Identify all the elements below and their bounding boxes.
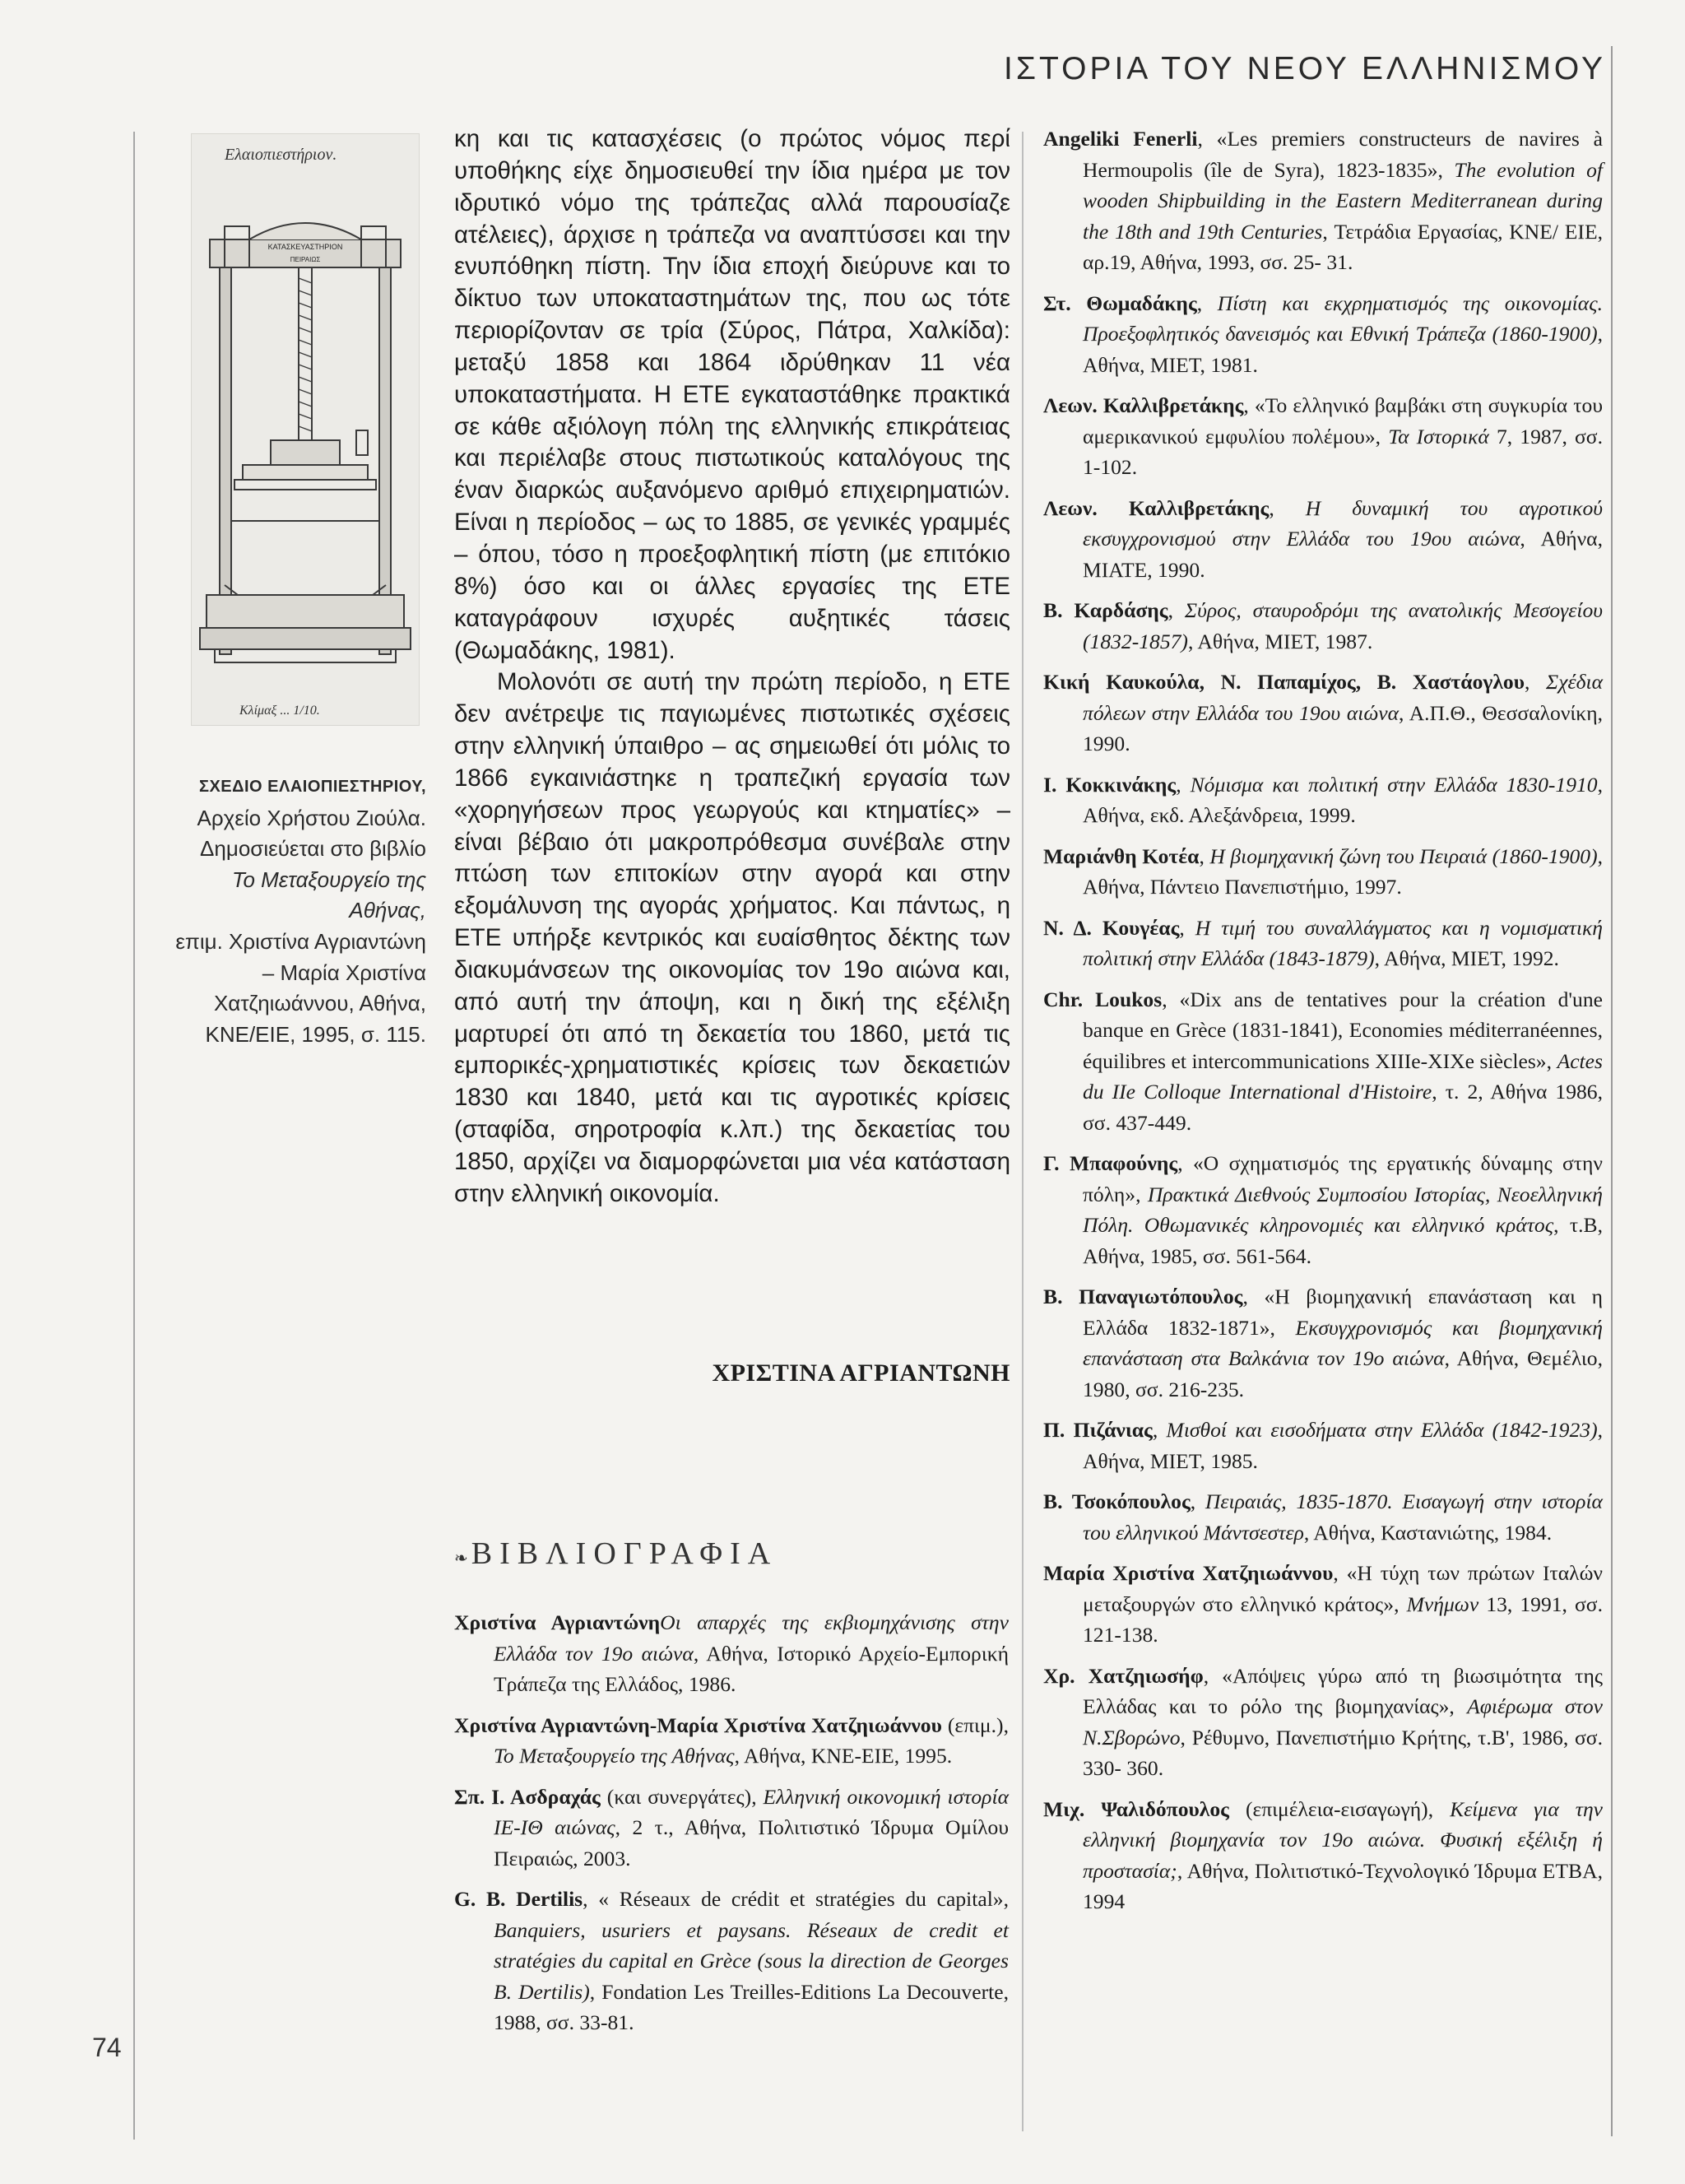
bibliography-author: Στ. Θωμαδάκης [1043, 290, 1197, 315]
bibliography-detail: (και συνεργάτες), [600, 1784, 764, 1809]
bibliography-detail: , Ρέθυμνο, Πανεπιστήμιο Κρήτης, τ.Β', 1986, σσ. 330- 360. [1083, 1725, 1603, 1780]
bibliography-title: Οι απαρχές της εκβιομηχάνισης στην Ελλάδα τον 19ο αιώνα [494, 1610, 1009, 1666]
bibliography-entry [1043, 595, 1603, 657]
bibliography-detail: , Αθήνα, ΜΙΕΤ, 1992. [1374, 946, 1559, 970]
bibliography-author: Λεων. Καλλιβρετάκης [1043, 393, 1244, 417]
bibliography-title: Αφιέρωμα στον Ν.Σβορώνο [1083, 1694, 1603, 1750]
bibliography-title: Το Μεταξουργείο της Αθήνας [494, 1744, 735, 1768]
maker-plate-text: ΚΑΤΑΣΚΕΥΑΣΤΗΡΙΟΝ [267, 243, 343, 251]
bibliography-detail: , τ.Β, Αθήνα, 1985, σσ. 561-564. [1083, 1213, 1603, 1268]
caption-book-title: Το Μεταξουργείο της Αθήνας, [231, 867, 426, 923]
bibliography-author: Κική Καυκούλα, Ν. Παπαμίχος, Β. Χαστάογλου [1043, 670, 1525, 694]
right-margin-rule [1611, 46, 1613, 2136]
figure-caption [165, 772, 426, 1050]
bibliography-detail: , [1190, 1489, 1205, 1513]
bibliography-title: Σχέδια πόλεων στην Ελλάδα του 19ου αιώνα [1083, 670, 1604, 725]
bibliography-title: Πίστη και εκχρηματισμός της οικονομίας. Προεξοφλητικός δανεισμός και Εθνική Τράπεζα (1860-1900) [1083, 290, 1604, 346]
bibliography-detail: , Fondation Les Treilles-Editions La Decouverte, 1988, σσ. 33-81. [494, 1979, 1009, 2034]
bibliography-detail: , Αθήνα, Πάντειο Πανεπιστήμιο, 1997. [1083, 843, 1604, 899]
caption-line: επιμ. Χριστίνα Αγριαντώνη – Μαρία Χριστίνα Χατζηιωάννου, Αθήνα, ΚΝΕ/ΕΙΕ, 1995, σ. 115. [175, 928, 426, 1047]
bibliography-detail: , [1176, 772, 1191, 797]
bibliography-detail: , Αθήνα, ΜΙΕΤ, 1985. [1083, 1418, 1603, 1473]
article-paragraph: κη και τις κατασχέσεις (ο πρώτος νόμος περί υποθήκης είχε δημοσιευθεί την ίδια ημέρα με τον ιδρυτικό νόμο της τράπεζας αλλά παρουσίαζε ατέλειες), άρχισε η τράπεζα να αναπτύσσει και την ενυπόθηκη πίστη. Την ίδια εποχή διεύρυνε και το δίκτυο των υποκαταστημάτων της, που ως τότε περιορίζονταν σε τρία (Σύρος, Πάτρα, Χαλκίδα): μεταξύ 1858 και 1864 ιδρύθηκαν 11 νέα υποκαταστήματα. Η ΕΤΕ εγκαταστάθηκε πρακτικά σε κάθε αξιόλογη πόλη της ελληνικής επικράτειας και περιέλαβε στους πιστωτικούς καταλόγους της έναν διαρκώς αυξανόμενο αριθμό επιχειρηματιών. Είναι η περίοδος – ως το 1885, σε γενικές γραμμές – όπου, τόσο η προεξοφλητική πίστη (με επιτόκιο 8%) όσο και οι άλλες εργασίες της ΕΤΕ καταγράφουν ισχυρές αυξητικές τάσεις (Θωμαδάκης, 1981). [454, 125, 1010, 664]
bibliography-detail: , «Η βιομηχανική επανάσταση και η Ελλάδα 1832-1871», [1083, 1285, 1603, 1340]
maker-plate-city: ΠΕΙΡΑΙΩΣ [290, 256, 321, 263]
bibliography-entry [1043, 1558, 1603, 1651]
bibliography-entry [1043, 1415, 1603, 1476]
bibliography-detail: , Αθήνα, Πολιτιστικό-Τεχνολογικό Ίδρυμα ΕΤΒΑ, 1994 [1083, 1858, 1603, 1913]
bibliography-column-1 [454, 1607, 1009, 2048]
bibliography-entry [1043, 1486, 1603, 1548]
bibliography-author: Μιχ. Ψαλιδόπουλος [1043, 1796, 1229, 1821]
caption-line: Δημοσιεύεται στο βιβλίο [200, 836, 426, 862]
bibliography-title: Σύρος, σταυροδρόμι της ανατολικής Μεσογείου (1832-1857) [1083, 598, 1603, 653]
bibliography-entry [1043, 123, 1603, 278]
bibliography-author: Μαρία Χριστίνα Χατζηιωάννου [1043, 1561, 1334, 1585]
bibliography-title: Πειραιάς, 1835-1870. Εισαγωγή στην ιστορία του ελληνικού Μάντσεστερ [1083, 1489, 1603, 1545]
bibliography-detail: , Αθήνα, Καστανιώτης, 1984. [1303, 1520, 1553, 1545]
figure-label: Ελαιοπιεστήριον. [225, 146, 337, 164]
bibliography-detail: , [1196, 290, 1218, 315]
bibliography-detail: , Αθήνα, ΜΙΕΤ, 1987. [1187, 629, 1373, 653]
bibliography-entry [1043, 841, 1603, 903]
article-paragraph: Μολονότι σε αυτή την πρώτη περίοδο, η ΕΤΕ δεν ανέτρεψε τις παγιωμένες πιστωτικές σχέσεις στην ελληνική ύπαιθρο – ας σημειωθεί ότι μόλις το 1866 εγκαινιάστηκε η τραπεζική εργασία των «χορηγήσεων προς γεωργούς και κτηματίες» – είναι βέβαιο ότι μακροπρόθεσμα συνέβαλε στην πτώση των επιτοκίων στην αγορά και στην εξομάλυνση της αγοράς χρήματος. Και πάντως, η ΕΤΕ υπήρξε κεντρικός και ευαίσθητος δέκτης των διακυμάνσεων της οικονομίας τον 19ο αιώνα και, από αυτή την άποψη, και η δική της εξέλιξη μαρτυρεί ότι από τη δεκαετία του 1860, μετά τις εμπορικές-χρηματιστικές κρίσεις των δεκαετιών 1830 και 1840, μετά και τις αγροτικές κρίσεις (σταφίδα, σηροτροφία κ.λπ.) της δεκαετίας του 1850, αρχίζει να διαμορφώνεται μια νέα κατάσταση στην ελληνική οικονομία. [454, 668, 1010, 1207]
bibliography-author: Β. Παναγιωτόπουλος [1043, 1285, 1243, 1308]
bibliography-detail: , Αθήνα, ΚΝΕ-ΕΙΕ, 1995. [734, 1744, 953, 1768]
bibliography-detail: , [1179, 915, 1195, 940]
bibliography-detail: , Αθήνα, Θεμέλιο, 1980, σσ. 216-235. [1083, 1346, 1603, 1401]
bibliography-detail: , τ. 2, Αθήνα 1986, σσ. 437-449. [1083, 1080, 1603, 1135]
bibliography-detail: , «Η τύχη των πρώτων Ιταλών μεταξουργών στο ελληνικό κράτος», [1083, 1561, 1603, 1616]
bibliography-detail: 7, 1987, σσ. 1-102. [1083, 424, 1604, 479]
bibliography-entry [1043, 913, 1603, 974]
bibliography-author: Angeliki Fenerli [1043, 127, 1198, 151]
bibliography-entry [454, 1607, 1009, 1700]
bibliography-author: Β. Καρδάσης [1043, 598, 1168, 622]
caption-line: Αρχείο Χρήστου Ζιούλα. [197, 805, 426, 830]
bibliography-entry [1043, 390, 1603, 483]
bibliography-detail: , [1525, 670, 1547, 694]
article-body [454, 123, 1010, 1210]
bibliography-title: Μισθοί και εισοδήματα στην Ελλάδα (1842-1923) [1166, 1418, 1598, 1442]
caption-title: ΣΧΕΔΙΟ ΕΛΑΙΟΠΙΕΣΤΗΡΙΟΥ, [198, 778, 426, 796]
bibliography-detail: , [1269, 495, 1306, 520]
bibliography-author: Χριστίνα Αγριαντώνη-Μαρία Χριστίνα Χατζηιωάννου [454, 1712, 942, 1737]
bibliography-title: Banquiers, usuriers et paysans. Réseaux de credit et stratégies du capital en Grèce (sous la direction de Georges B. Dertilis) [494, 1917, 1009, 2004]
bibliography-author: Π. Πιζάνιας [1043, 1418, 1153, 1442]
figure-scale-note: Κλίμαξ ... 1/10. [239, 704, 320, 718]
bibliography-author: Ι. Κοκκινάκης [1043, 772, 1177, 797]
bibliography-entry [1043, 1661, 1603, 1784]
bibliography-detail: (επιμέλεια-εισαγωγή), [1228, 1796, 1451, 1821]
bibliography-detail: , Αθήνα, εκδ. Αλεξάνδρεια, 1999. [1083, 772, 1603, 827]
column-divider [1022, 132, 1024, 2131]
bibliography-entry [1043, 667, 1603, 760]
bibliography-author: Ν. Δ. Κουγέας [1043, 915, 1180, 940]
bibliography-entry [454, 1782, 1009, 1875]
bibliography-title: Εκσυγχρονισμός και βιομηχανική επανάσταση στα Βαλκάνια τον 19ο αιώνα [1083, 1315, 1603, 1370]
bibliography-title: Πρακτικά Διεθνούς Συμποσίου Ιστορίας, Νεοελληνική Πόλη. Οθωμανικές κληρονομιές και ελληνικό κράτος [1083, 1182, 1603, 1237]
bibliography-title: Actes du IIe Colloque International d'Histoire [1083, 1048, 1603, 1104]
bibliography-entry [1043, 769, 1603, 831]
page-number: 74 [92, 2033, 122, 2062]
bibliography-author: Χρ. Χατζηιωσήφ [1043, 1663, 1204, 1688]
bibliography-detail: , [1199, 843, 1210, 868]
bibliography-detail: , 2 τ., Αθήνα, Πολιτιστικό Ίδρυμα Ομίλου Πειραιώς, 2003. [494, 1815, 1009, 1870]
bibliography-entry [1043, 1281, 1603, 1405]
bibliography-entry [1043, 288, 1603, 381]
bibliography-author: Γ. Μπαφούνης [1043, 1151, 1178, 1175]
olive-press-drawing [192, 134, 419, 725]
bibliography-title: Νόμισμα και πολιτική στην Ελλάδα 1830-1910 [1190, 772, 1598, 797]
bibliography-detail: , Αθήνα, Ιστορικό Αρχείο-Εμπορική Τράπεζα της Ελλάδος, 1986. [494, 1641, 1009, 1696]
bibliography-detail: , «Les premiers constructeurs de navires à Hermoupolis (île de Syra), 1823-1835», [1083, 127, 1603, 182]
bibliography-title: The evolution of wooden Shipbuilding in the Eastern Mediterranean during the 18th and 19th Centuries [1083, 157, 1603, 244]
olive-press-illustration [191, 133, 420, 726]
left-margin-rule [133, 132, 135, 2140]
bibliography-author: Σπ. Ι. Ασδραχάς [454, 1784, 601, 1809]
bibliography-title: Η βιομηχανική ζώνη του Πειραιά (1860-1900) [1209, 843, 1598, 868]
bibliography-detail: , Αθήνα, ΜΙΑΤΕ, 1990. [1083, 527, 1603, 582]
bibliography-author: Chr. Loukos [1043, 987, 1163, 1011]
fleuron-icon: ❧ [454, 1550, 468, 1568]
bibliography-entry [1043, 493, 1603, 586]
bibliography-detail: 13, 1991, σσ. 121-138. [1083, 1592, 1603, 1647]
bibliography-title: Μνήμων [1406, 1592, 1479, 1616]
bibliography-author: Β. Τσοκόπουλος [1043, 1489, 1191, 1513]
bibliography-entry [454, 1710, 1009, 1772]
bibliography-detail: , Τετράδια Εργασίας, ΚΝΕ/ ΕΙΕ, αρ.19, Αθήνα, 1993, σσ. 25- 31. [1083, 219, 1603, 274]
bibliography-detail: , «Ο σχηματισμός της εργατικής δύναμης στην πόλη», [1083, 1151, 1604, 1206]
author-signature: ΧΡΙΣΤΙΝΑ ΑΓΡΙΑΝΤΩΝΗ [712, 1359, 1010, 1387]
bibliography-title: Ελληνική οικονομική ιστορία ΙΕ-ΙΘ αιώνας [494, 1784, 1009, 1839]
bibliography-heading-text: ΒΙΒΛΙΟΓΡΑΦΙΑ [471, 1536, 778, 1571]
bibliography-title: Η δυναμική του αγροτικού εκσυγχρονισμού στην Ελλάδα του 19ου αιώνα [1083, 495, 1604, 551]
bibliography-detail: , « Réseaux de crédit et stratégies du capital», [583, 1887, 1010, 1911]
bibliography-detail: , [1152, 1418, 1167, 1442]
bibliography-heading [454, 1536, 778, 1572]
bibliography-detail: , Αθήνα, ΜΙΕΤ, 1981. [1083, 322, 1603, 377]
bibliography-author: Λεων. Καλλιβρετάκης [1043, 495, 1270, 520]
bibliography-entry [1043, 1794, 1603, 1917]
bibliography-author: Χριστίνα Αγριαντώνη [454, 1610, 661, 1634]
bibliography-entry [1043, 984, 1603, 1139]
bibliography-entry [454, 1884, 1009, 2038]
bibliography-detail: , «Το ελληνικό βαμβάκι στη συγκυρία του αμερικανικού εμφυλίου πολέμου», [1083, 393, 1603, 448]
bibliography-author: G. B. Dertilis [454, 1887, 583, 1911]
bibliography-title: Κείμενα για την ελληνική βιομηχανία τον 19ο αιώνα. Φυσική εξέλιξη ή προστασία; [1083, 1796, 1603, 1883]
bibliography-detail: , «Dix ans de tentatives pour la création d'une banque en Grèce (1831-1841), Economies méditerranéennes, équilibres et intercommunications XIIIe-XIXe siècles», [1083, 987, 1603, 1073]
bibliography-title: Τα Ιστορικά [1388, 424, 1489, 448]
bibliography-detail: , [1167, 598, 1185, 622]
bibliography-entry [1043, 1148, 1603, 1271]
bibliography-detail: , «Απόψεις γύρω από τη βιωσιμότητα της Ελλάδας και το ρόλο της βιομηχανίας», [1083, 1663, 1603, 1718]
running-head: ΙΣΤΟΡΙΑ ΤΟΥ ΝΕΟΥ ΕΛΛΗΝΙΣΜΟΥ [1004, 51, 1606, 86]
bibliography-column-2 [1043, 123, 1603, 1927]
bibliography-title: Η τιμή του συναλλάγματος και η νομισματική πολιτική στην Ελλάδα (1843-1879) [1083, 915, 1603, 970]
bibliography-author: Μαριάνθη Κοτέα [1043, 843, 1200, 868]
bibliography-detail: (επιμ.), [941, 1712, 1009, 1737]
bibliography-detail: , Α.Π.Θ., Θεσσαλονίκη, 1990. [1083, 700, 1603, 755]
